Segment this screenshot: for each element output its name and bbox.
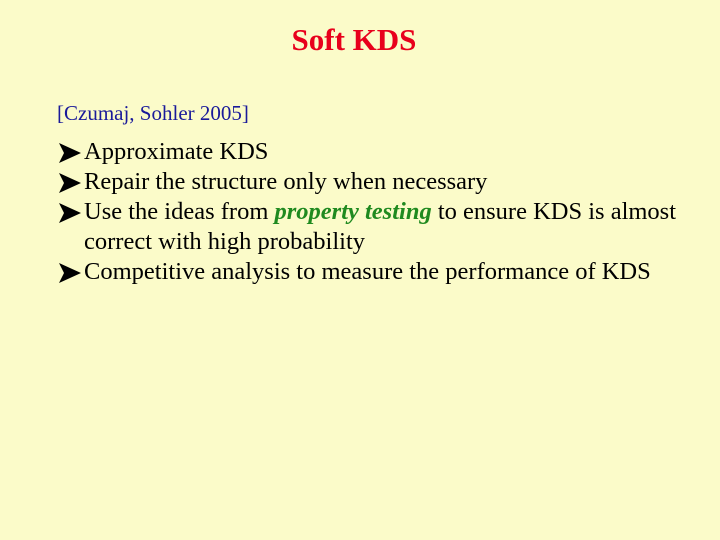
emphasis-property-testing: property testing bbox=[274, 198, 432, 225]
bullet-item bbox=[58, 167, 708, 197]
arrow-bullet-icon bbox=[58, 202, 82, 224]
bullet-text: Competitive analysis to measure the performance of KDS bbox=[84, 258, 651, 285]
bullet-text: Approximate KDS bbox=[84, 138, 269, 165]
arrow-bullet-icon bbox=[58, 172, 82, 194]
arrow-bullet-icon bbox=[58, 142, 82, 164]
bullet-item bbox=[58, 137, 708, 167]
bullet-item bbox=[58, 197, 708, 257]
bullet-text: Repair the structure only when necessary bbox=[84, 168, 488, 195]
slide-title: Soft KDS bbox=[291, 22, 417, 57]
citation: [Czumaj, Sohler 2005] bbox=[57, 101, 249, 125]
bullet-text-after: to ensure KDS is almost correct with high probability bbox=[84, 198, 677, 255]
bullet-list bbox=[58, 137, 708, 287]
arrow-bullet-icon bbox=[58, 262, 82, 284]
bullet-item bbox=[58, 257, 708, 287]
bullet-text-before: Use the ideas from bbox=[84, 198, 275, 225]
